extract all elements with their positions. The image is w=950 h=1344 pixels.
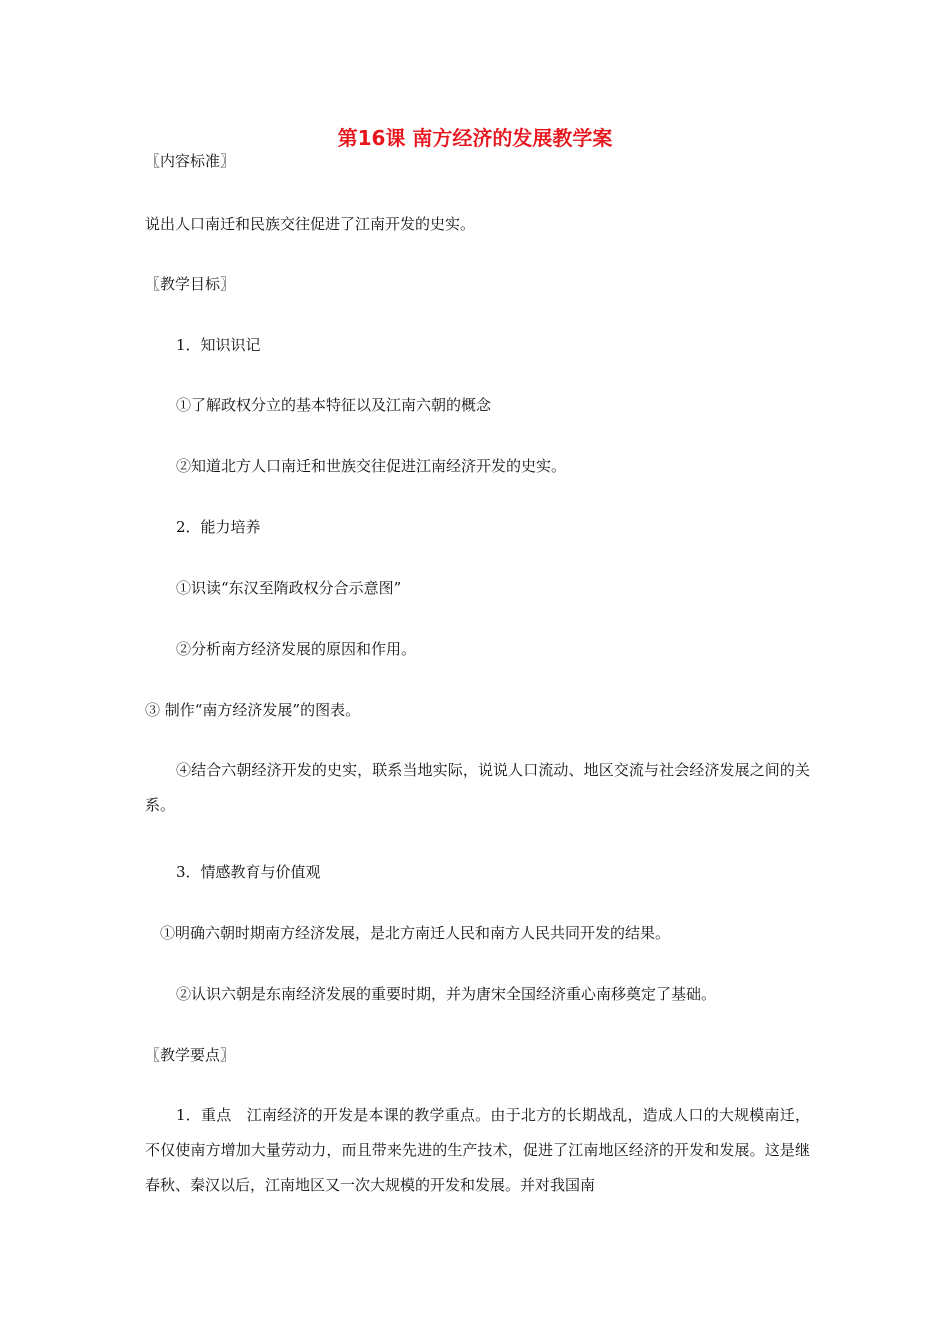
goal-2-item-d: ④结合六朝经济开发的史实，联系当地实际，说说人口流动、地区交流与社会经济发展之间的关系。: [145, 761, 810, 814]
goal-2-item-c: ③ 制作“南方经济发展”的图表。: [145, 701, 361, 719]
goal-2-item-b: ②分析南方经济发展的原因和作用。: [176, 640, 417, 658]
goal-3-item-b: ②认识六朝是东南经济发展的重要时期，并为唐宋全国经济重心南移奠定了基础。: [176, 985, 717, 1003]
goal-2-item-a: ①识读“东汉至隋政权分合示意图”: [176, 579, 402, 597]
goal-3-heading: 3．情感教育与价值观: [176, 863, 321, 881]
section-heading-key-points: 〖教学要点〗: [145, 1046, 236, 1064]
content-standard-text: 说出人口南迁和民族交往促进了江南开发的史实。: [145, 215, 476, 233]
key-point-1-paragraph: 1．重点 江南经济的开发是本课的教学重点。由于北方的长期战乱，造成人口的大规模南迁，不仅使南方增加大量劳动力，而且带来先进的生产技术，促进了江南地区经济的开发和发展。这是继春秋、秦汉以后，江南地区又一次大规模的开发和发展。并对我国南: [145, 1106, 810, 1194]
goal-1-item-a: ①了解政权分立的基本特征以及江南六朝的概念: [176, 396, 492, 414]
goal-1-heading: 1．知识识记: [176, 336, 261, 354]
goal-3-item-a: ①明确六朝时期南方经济发展，是北方南迁人民和南方人民共同开发的结果。: [160, 924, 671, 942]
section-heading-teaching-goals: 〖教学目标〗: [145, 275, 236, 293]
goal-1-item-b: ②知道北方人口南迁和世族交往促进江南经济开发的史实。: [176, 457, 567, 475]
goal-2-heading: 2．能力培养: [176, 518, 261, 536]
page-title: 第16课 南方经济的发展教学案: [337, 126, 613, 150]
section-heading-content-standard: 〖内容标准〗: [145, 152, 236, 170]
